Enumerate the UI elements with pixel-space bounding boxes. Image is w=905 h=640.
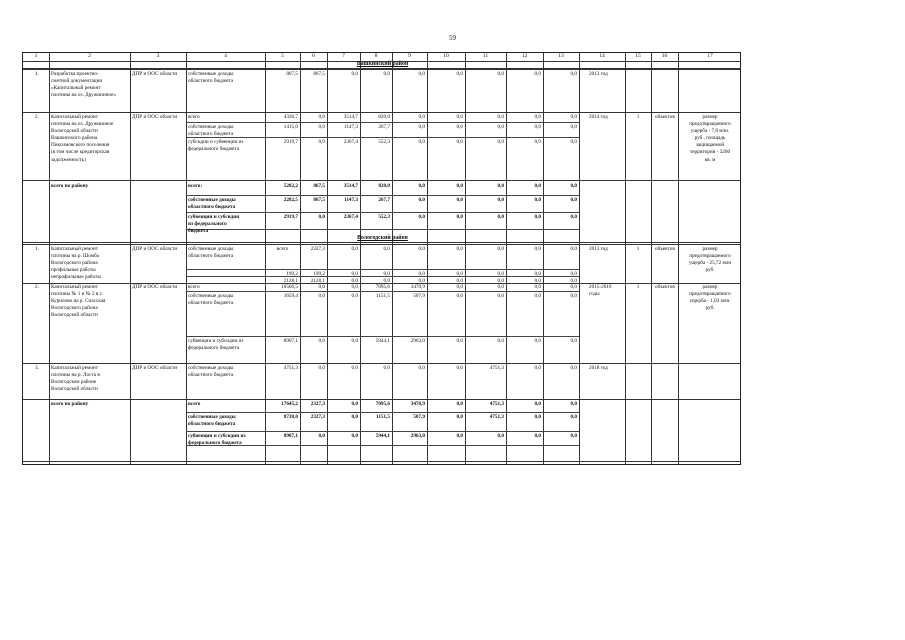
value-cell: 0,0 [534,139,541,145]
value-cell: 4751,3 [489,401,504,407]
value-cell: 0,0 [534,183,541,189]
value-cell: 0,0 [351,401,358,407]
value-cell: 0,0 [497,114,504,120]
subrow-rule [186,412,579,413]
value-cell: 267,7 [378,124,390,130]
value-cell: 0,0 [418,71,425,77]
value-cell: 0,0 [570,433,577,439]
value-cell: 0,0 [383,246,390,252]
value-cell: 0,0 [534,401,541,407]
value-cell: 0,0 [418,139,425,145]
column-rule [651,53,652,464]
value-cell: 0,0 [418,197,425,203]
value-cell: 867,5 [313,183,325,189]
value-cell: 0,0 [534,71,541,77]
subrow-rule [186,195,579,196]
column-number: 12 [521,53,528,59]
value-cell: 0,0 [351,71,358,77]
value-cell: 0,0 [534,284,541,290]
column-number: 1 [34,53,38,59]
object-name: Капитальный ремонт плотины № 1 и № 2 в с. Курилово на р. Спасская Вологодского района Вологодской области [51,284,106,319]
value-cell: 0,0 [318,338,325,344]
value-cell: 0,0 [570,183,577,189]
value-cell: 0,0 [351,284,358,290]
subrow-rule [186,122,579,123]
value-cell: 0,0 [456,284,463,290]
value-cell: 0,0 [534,124,541,130]
value-cell: 0,0 [351,414,358,420]
value-cell: 1151,5 [375,293,390,299]
subrow-rule [186,336,579,337]
column-number: 3 [156,53,160,59]
value-cell: 0,0 [497,183,504,189]
funding-source: собственные доходы областного бюджета [188,197,236,211]
value-cell: 0,0 [318,365,325,371]
value-cell: 507,9 [413,293,425,299]
row-number: 3. [35,365,39,371]
value-cell: 0,0 [534,271,541,277]
value-cell: 0,0 [456,183,463,189]
funding-source: всего [188,284,200,290]
column-number: 17 [707,53,713,59]
unit: объектов [655,114,675,120]
value-cell: 0,0 [570,284,577,290]
value-cell: 0,0 [570,293,577,299]
subrow-rule [186,269,579,270]
value-cell: 8907,1 [283,338,298,344]
funding-source: всего [188,114,200,120]
value-cell: 0,0 [318,293,325,299]
column-number: 16 [661,53,668,59]
funding-source: собственные доходы областного бюджета [188,293,234,307]
value-cell: 0,0 [497,338,504,344]
funding-source: всего: [188,183,203,189]
value-cell: 0,0 [570,139,577,145]
object-name: Капитальный ремонт плотины на оз. Дружининое Вологодской области Вашкинского района Пиксимовского поселения (в том числе кредиторская задолженность) [51,114,114,163]
value-cell: 7095,6 [375,401,390,407]
object-name: Разработка проектно- сметной документации «Капитальный ремонт плотины на оз. Дружининое» [51,71,116,99]
value-cell: 267,7 [378,197,390,203]
value-cell: 0,0 [418,365,425,371]
value-cell: 8907,1 [283,433,298,439]
row-rule [23,363,740,364]
funding-source: собственные доходы областного бюджета [188,71,234,85]
funding-source: собственные доходы областного бюджета [188,246,234,260]
section-title: Вологодский район [357,235,408,241]
value-cell: 0,0 [534,338,541,344]
column-number: 5 [281,53,284,59]
funding-source: собственные доходы областного бюджета [188,365,234,379]
subrow-rule [186,137,579,138]
value-cell: 507,9 [413,414,425,420]
row-number: 1. [35,71,39,77]
value-cell: 2963,0 [410,338,425,344]
column-number: 7 [342,53,345,59]
period: 2013 год [589,246,608,252]
object-name: Капитальный ремонт плотины на р. Лоста в Вологодском районе Вологодской области [51,365,100,393]
value-cell: 2919,7 [283,139,298,145]
value-cell: 0,0 [456,278,463,284]
row-rule [23,112,740,113]
value-cell: 0,0 [318,214,325,220]
responsible: ДПР и ООС области [132,71,178,77]
value-cell: 0,0 [383,365,390,371]
value-cell: 0,0 [534,278,541,284]
column-number: 11 [482,53,489,59]
value-cell: 0,0 [456,433,463,439]
value-cell: 2327,3 [310,414,325,420]
value-cell: 0,0 [534,214,541,220]
object-name: всего по району [51,183,89,189]
row-rule [23,244,740,245]
object-name: Капитальный ремонт плотины на р. Шомба Вологодского района профильные работы непрофильные работы [51,246,101,281]
period: 2018 год [589,365,608,371]
value-cell: 0,0 [418,124,425,130]
funding-source: собственные доходы областного бюджета [188,414,236,428]
value-cell: 0,0 [456,71,463,77]
value-cell: 0,0 [497,71,504,77]
value-cell: 0,0 [351,278,358,284]
column-rule [186,53,187,464]
quantity: 1 [636,114,640,120]
value-cell: 4751,3 [283,365,298,371]
budget-table [22,52,741,465]
value-cell: 0,0 [351,271,358,277]
value-cell: 1147,3 [344,197,358,203]
column-number: 15 [635,53,641,59]
value-cell: 0,0 [456,365,463,371]
value-cell: 0,0 [318,284,325,290]
value-cell: 0,0 [534,414,541,420]
column-rule [678,53,679,464]
value-cell: 199,2 [286,271,298,277]
quantity: 1 [636,284,640,290]
value-cell: 199,2 [313,271,325,277]
period: 2014 год [589,114,608,120]
value-cell: 0,0 [534,365,541,371]
value-cell: 0,0 [456,214,463,220]
value-cell: 2963,0 [410,433,425,439]
value-cell: 0,0 [418,183,425,189]
value-cell: 0,0 [351,433,358,439]
value-cell: 0,0 [418,246,425,252]
total-label: всего [276,246,289,252]
column-number: 13 [558,53,564,59]
section-rule [23,242,740,243]
value-cell: 0,0 [456,401,463,407]
value-cell: 0,0 [570,197,577,203]
value-cell: 1659,4 [283,293,298,299]
value-cell: 0,0 [570,401,577,407]
value-cell: 0,0 [418,278,425,284]
value-cell: 10566,5 [281,284,298,290]
value-cell: 0,0 [497,197,504,203]
value-cell: 0,0 [383,278,390,284]
value-cell: 0,0 [497,139,504,145]
value-cell: 0,0 [351,293,358,299]
value-cell: 3514,7 [343,114,358,120]
value-cell: 0,0 [456,124,463,130]
column-number: 8 [374,53,378,59]
value-cell: 0,0 [351,365,358,371]
value-cell: 0,0 [570,365,577,371]
value-cell: 1151,5 [376,414,390,420]
column-rule [579,53,580,464]
subrow-rule [186,291,579,292]
value-cell: 0,0 [570,338,577,344]
value-cell: 0,0 [318,433,325,439]
value-cell: 0,0 [497,271,504,277]
value-cell: 0,0 [534,114,541,120]
value-cell: 1147,3 [343,124,358,130]
value-cell: 0,0 [497,246,504,252]
value-cell: 552,3 [378,214,390,220]
funding-source: всего [188,401,201,407]
value-cell: 0,0 [570,246,577,252]
result: размер предотвращаемого ущерба - 7,8 млн. руб., площадь защищаемой территории - 3200 кв. м [689,114,731,163]
value-cell: 820,0 [378,114,390,120]
value-cell: 5944,1 [375,433,390,439]
value-cell: 0,0 [497,293,504,299]
funding-source: субвенции и субсидии из федерального бюджета [188,338,244,352]
column-number: 10 [443,53,449,59]
value-cell: 0,0 [351,246,358,252]
value-cell: 0,0 [534,197,541,203]
value-cell: 1415,0 [283,124,298,130]
column-number: 2 [88,53,91,59]
row-number: 2. [35,284,39,290]
value-cell: 0,0 [351,338,358,344]
value-cell: 0,0 [570,71,577,77]
value-cell: 867,5 [313,197,325,203]
value-cell: 867,5 [313,71,325,77]
value-cell: 0,0 [497,214,504,220]
value-cell: 0,0 [456,338,463,344]
value-cell: 0,0 [570,114,577,120]
subrow-rule [186,229,579,230]
value-cell: 2327,3 [310,401,325,407]
row-number: 2. [35,114,39,120]
column-number: 14 [599,53,605,59]
column-rule [130,53,131,464]
funding-source: субсидии и субвенции из федерального бюджета [188,139,244,153]
column-number: 4 [224,53,227,59]
value-cell: 0,0 [456,197,463,203]
value-cell: 2282,5 [283,197,298,203]
value-cell: 0,0 [534,293,541,299]
value-cell: 820,0 [378,183,390,189]
value-cell: 0,0 [497,278,504,284]
value-cell: 2919,7 [283,214,298,220]
result: размер предотвращаемого ущерба - 1,03 млн. руб. [689,284,731,312]
value-cell: 5944,1 [375,338,390,344]
responsible: ДПР и ООС области [132,365,178,371]
value-cell: 0,0 [570,278,577,284]
value-cell: 2367,4 [343,139,358,145]
value-cell: 2128,1 [310,278,325,284]
period: 2015-2016 годы [589,284,612,298]
value-cell: 0,0 [456,114,463,120]
funding-source: субвенции и субсидии из федерального бюджета [188,214,240,235]
value-cell: 17645,2 [281,401,298,407]
column-number: 9 [408,53,411,59]
value-cell: 0,0 [570,414,577,420]
value-cell: 0,0 [383,271,390,277]
column-number: 6 [312,53,315,59]
object-name: всего по району [51,401,89,407]
value-cell: 4751,3 [489,414,504,420]
row-rule [23,399,740,400]
page-number: 59 [449,34,456,42]
row-rule [23,69,740,70]
column-rule [49,53,50,464]
result: размер предотвращаемого ущерба - 25,72 млн руб. [688,246,732,274]
value-cell: 0,0 [570,271,577,277]
period: 2013 год [589,71,608,77]
value-cell: 0,0 [456,293,463,299]
value-cell: 0,0 [456,246,463,252]
value-cell: 2327,3 [310,246,325,252]
value-cell: 0,0 [318,114,325,120]
section-title: Вашкинский район [356,61,409,67]
value-cell: 0,0 [497,124,504,130]
value-cell: 0,0 [534,433,541,439]
responsible: ДПР и ООС области [132,114,178,120]
value-cell: 0,0 [570,214,577,220]
value-cell: 0,0 [570,124,577,130]
value-cell: 0,0 [318,124,325,130]
value-cell: 0,0 [418,114,425,120]
value-cell: 3470,9 [410,401,425,407]
value-cell: 0,0 [534,246,541,252]
value-cell: 0,0 [456,271,463,277]
value-cell: 0,0 [497,433,504,439]
value-cell: 0,0 [456,414,463,420]
responsible: ДПР и ООС области [132,246,178,252]
value-cell: 5202,2 [283,183,298,189]
unit: объектов [655,246,675,252]
subrow-rule [186,431,579,432]
responsible: ДПР и ООС области [132,284,178,290]
funding-source: субвенции и субсидии из федерального бюджета [188,433,246,447]
value-cell: 3470,9 [410,284,425,290]
value-cell: 0,0 [418,271,425,277]
value-cell: 4751,3 [489,365,504,371]
value-cell: 0,0 [456,139,463,145]
value-cell: 2128,1 [283,278,298,284]
value-cell: 0,0 [418,214,425,220]
unit: объектов [655,284,675,290]
row-number: 1. [35,246,39,252]
funding-source: собственные доходы областного бюджета [188,124,234,138]
subrow-rule [186,212,579,213]
value-cell: 867,5 [286,71,298,77]
value-cell: 3514,7 [343,183,358,189]
value-cell: 8738,0 [283,414,298,420]
value-cell: 7095,6 [375,284,390,290]
row-rule [23,180,740,181]
value-cell: 0,0 [318,139,325,145]
value-cell: 552,3 [378,139,390,145]
value-cell: 2367,4 [343,214,358,220]
value-cell: 0,0 [497,284,504,290]
quantity: 1 [636,246,640,252]
value-cell: 0,0 [383,71,390,77]
value-cell: 4336,7 [283,114,298,120]
row-rule [23,461,740,462]
